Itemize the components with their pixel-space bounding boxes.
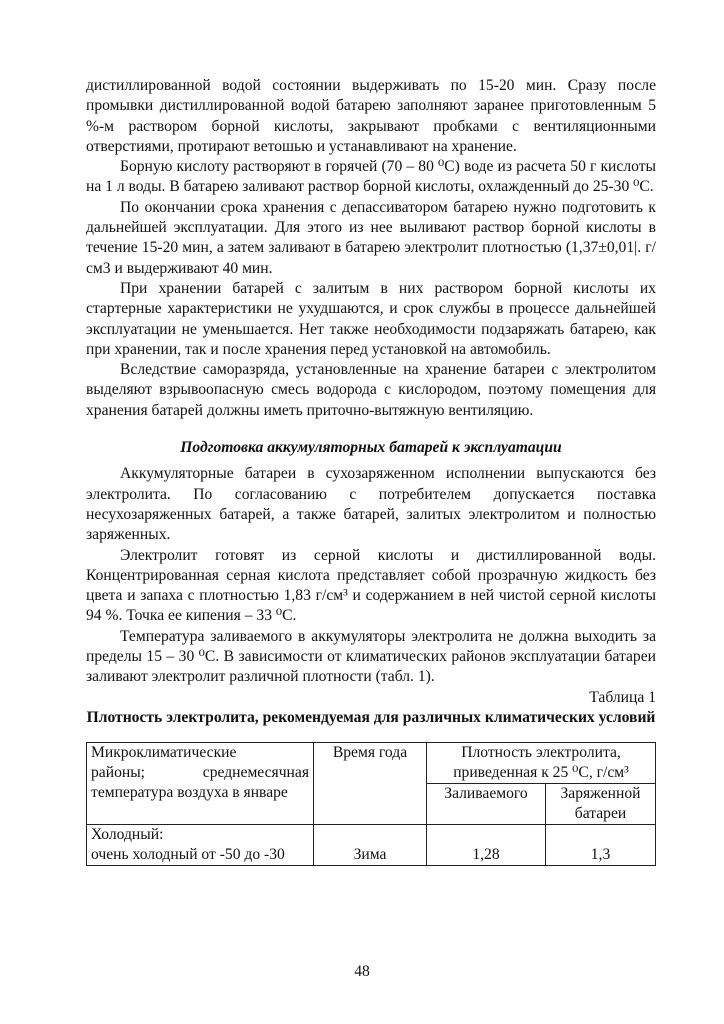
row-region-cell xyxy=(87,824,314,865)
page-content xyxy=(86,76,656,866)
row-region-line2: очень холодный от -50 до -30 xyxy=(91,845,285,863)
row-region-line1: Холодный: xyxy=(91,825,164,843)
table-caption: Таблица 1 xyxy=(589,688,656,706)
paragraph-continuation: дистиллированной водой состоянии выдерживать по 15-20 мин. Сразу после промывки дистиллированной водой батарею заполняют заранее приготовленным 5 %-м раствором борной кислоты, закрывают пробками с вентиляционными отверстиями, протирают ветошью и устанавливают на хранение. xyxy=(86,77,656,155)
subheader-fill-cell: Заливаемого xyxy=(427,783,546,824)
header-region-line3: температура воздуха в январе xyxy=(91,783,288,801)
paragraph-boric-acid: Борную кислоту растворяют в горячей (70 – 80 ⁰С) воде из расчета 50 г кислоты на 1 л воды. В батарею заливают раствор борной кислоты, охлажденный до 25-30 ⁰С. xyxy=(86,158,656,196)
row-charged-density-cell: 1,3 xyxy=(546,824,656,865)
table-row xyxy=(87,824,656,865)
header-region-line1: Микроклиматические xyxy=(91,743,237,761)
header-density-cell xyxy=(427,742,656,783)
header-density-line1: Плотность электролита, xyxy=(461,743,621,761)
header-region-line2: районы; среднемесячная xyxy=(91,763,309,781)
paragraph-electrolyte: Электролит готовят из серной кислоты и дистиллированной воды. Концентрированная серная кислота представляет собой прозрачную жидкость без цвета и запаха с плотностью 1,83 г/см³ и содержанием в ней чистой серной кислоты 94 %. Точка ее кипения – 33 ⁰С. xyxy=(86,546,656,625)
paragraph-self-discharge: Вследствие саморазряда, установленные на хранение батареи с электролитом выделяют взрывоопасную смесь водорода с кислородом, поэтому помещения для хранения батарей должны иметь приточно-вытяжную вентиляцию. xyxy=(86,361,656,419)
table-header-row xyxy=(87,742,656,783)
subheader-charged-cell: Заряженной батареи xyxy=(546,783,656,824)
row-season-cell: Зима xyxy=(314,824,427,865)
header-season-cell: Время года xyxy=(314,742,427,824)
section-heading: Подготовка аккумуляторных батарей к эксплуатации xyxy=(180,439,562,457)
paragraph-storage-characteristics: При хранении батарей с залитым в них раствором борной кислоты их стартерные характеристики не ухудшаются, и срок службы в процессе дальнейшей эксплуатации не уменьшается. Нет также необходимости подзаряжать батарею, как при хранении, так и после хранения перед установкой на автомобиль. xyxy=(86,279,656,358)
density-table xyxy=(86,742,656,866)
header-density-line2: приведенная к 25 ⁰С, г/см³ xyxy=(453,763,629,781)
paragraph-storage-end: По окончании срока хранения с депассиватором батарею нужно подготовить к дальнейшей эксплуатации. Для этого из нее выливают раствор борной кислоты в течение 15-20 мин, а затем заливают в батарею электролит плотностью (1,37±0,01|. г/см3 и выдерживают 40 мин. xyxy=(86,198,656,277)
row-fill-density-cell: 1,28 xyxy=(427,824,546,865)
paragraph-dry-charged: Аккумуляторные батареи в сухозаряженном исполнении выпускаются без электролита. По согласованию с потребителем допускается поставка несухозаряженных батарей, а также батарей, залитых электролитом и полностью заряженных. xyxy=(86,465,656,544)
page-number: 48 xyxy=(354,963,370,980)
paragraph-temperature: Температура заливаемого в аккумуляторы электролита не должна выходить за пределы 15 – 30 ⁰С. В зависимости от климатических районов эксплуатации батареи заливают электролит различной плотности (табл. 1). xyxy=(86,627,656,686)
table-title: Плотность электролита, рекомендуемая для различных климатических условий xyxy=(86,708,656,726)
header-region-cell xyxy=(87,742,314,824)
